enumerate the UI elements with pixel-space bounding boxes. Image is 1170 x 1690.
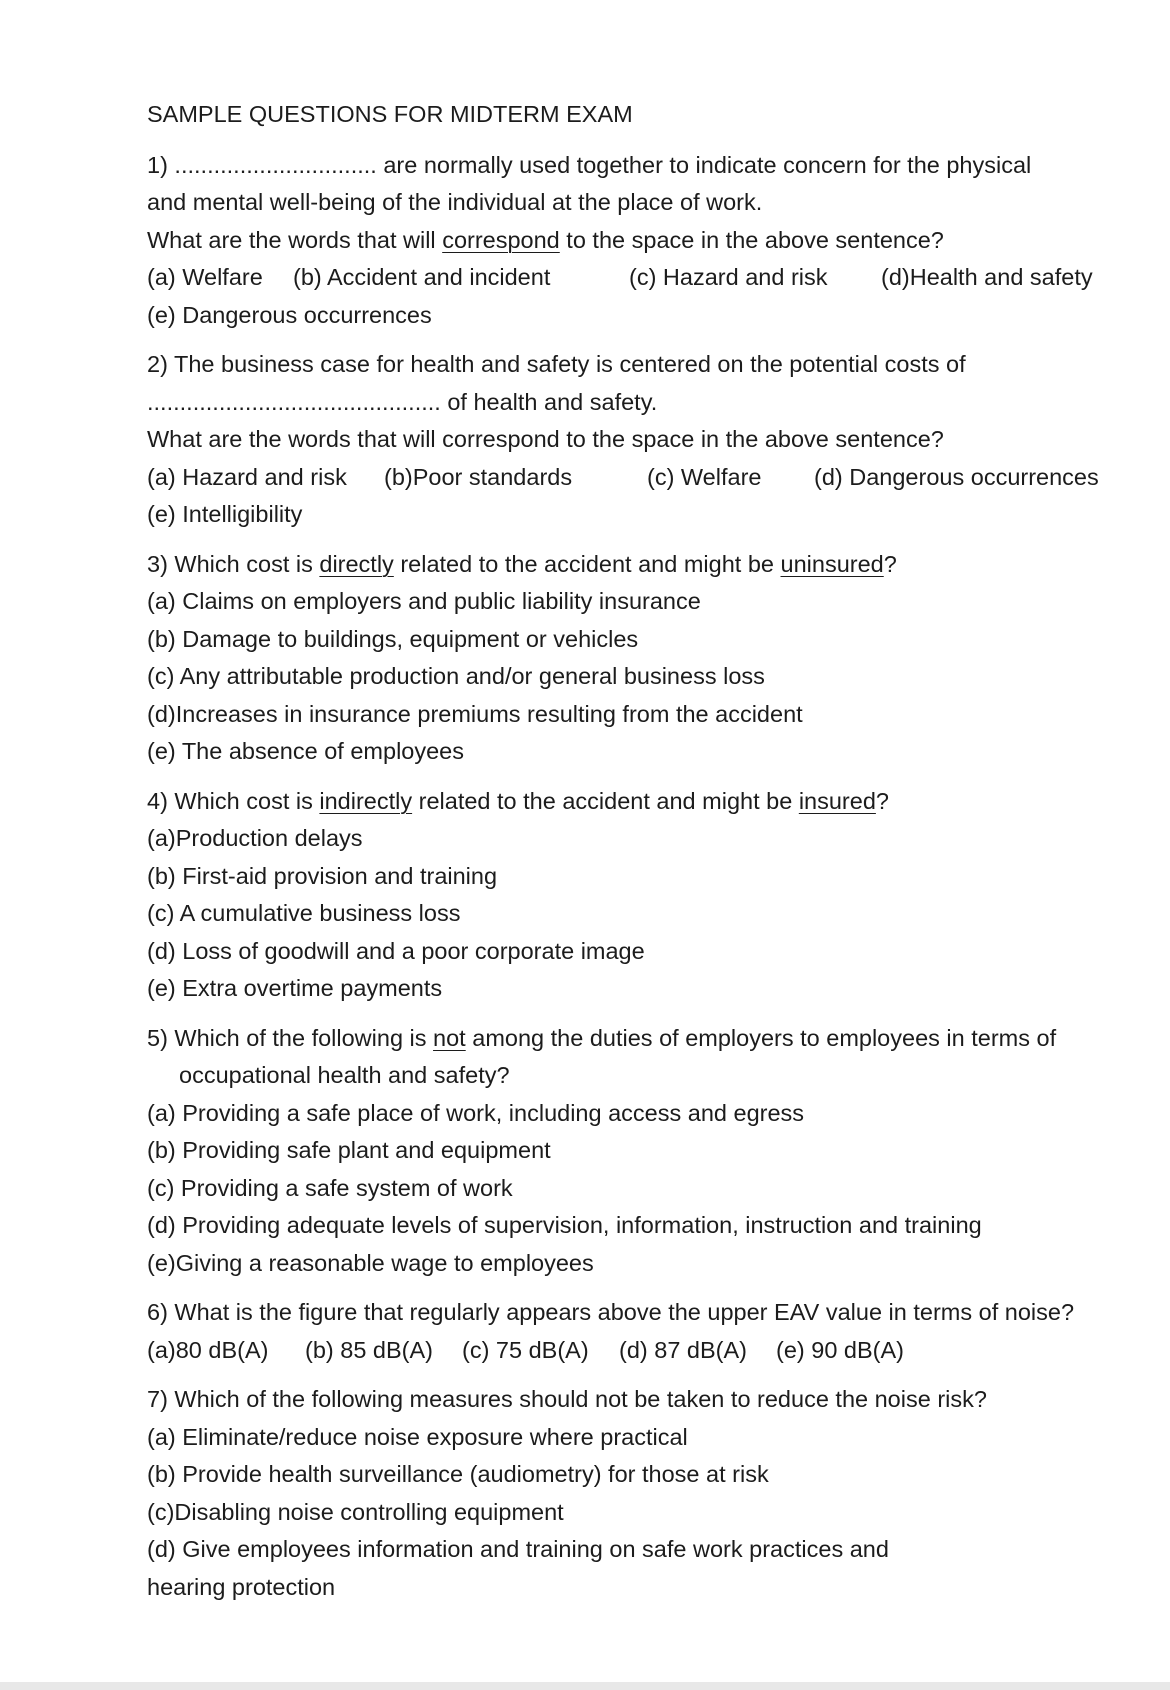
option-a: (a) Hazard and risk (147, 463, 347, 490)
question-5-text-part: among the duties of employers to employees in terms of (465, 1024, 1057, 1051)
option-e: (e) Extra overtime payments (147, 975, 443, 1001)
question-2-text-line1: 2) The business case for health and safety is centered on the potential costs of (147, 351, 966, 377)
option-a: (a) Providing a safe place of work, including access and egress (147, 1099, 805, 1126)
question-3 (147, 546, 1147, 771)
option-e: (e) 90 dB(A) (776, 1336, 904, 1363)
underlined-word: indirectly (319, 787, 413, 814)
underlined-word: uninsured (780, 550, 884, 577)
exam-document (147, 96, 1147, 1618)
option-d-continuation: hearing protection (147, 1573, 336, 1600)
option-d: (d) Give employees information and training on safe work practices and (147, 1536, 889, 1562)
question-1 (147, 147, 1147, 335)
option-b: (b) Provide health surveillance (audiometry) for those at risk (147, 1461, 769, 1487)
option-a: (a) Claims on employers and public liability insurance (147, 588, 701, 614)
option-b: (b) 85 dB(A) (305, 1336, 433, 1363)
option-d: (d)Health and safety (881, 264, 1093, 290)
option-c: (c) A cumulative business loss (147, 900, 461, 926)
question-1-prompt-part: What are the words that will (147, 226, 443, 253)
option-c: (c) Hazard and risk (629, 264, 828, 290)
question-1-text-line2: and mental well-being of the individual at the place of work. (147, 189, 763, 215)
page-bottom-border (0, 1682, 1170, 1690)
document-title: SAMPLE QUESTIONS FOR MIDTERM EXAM (147, 101, 633, 127)
underlined-word: correspond (442, 226, 560, 253)
option-d: (d)Increases in insurance premiums resulting from the accident (147, 700, 803, 727)
question-5-text-line2: occupational health and safety? (179, 1062, 510, 1088)
question-1-prompt-part: to the space in the above sentence? (559, 226, 944, 253)
question-1-prompt (147, 222, 1147, 260)
option-c: (c)Disabling noise controlling equipment (147, 1498, 564, 1525)
underlined-word: not (433, 1024, 466, 1051)
option-e: (e) Intelligibility (147, 501, 303, 527)
option-c: (c) Providing a safe system of work (147, 1174, 513, 1201)
option-d: (d) 87 dB(A) (619, 1336, 747, 1363)
question-6-options-row (147, 1332, 1147, 1370)
question-3-text (147, 546, 1147, 584)
question-4-text (147, 783, 1147, 821)
option-b: (b) First-aid provision and training (147, 862, 498, 889)
option-e: (e) Dangerous occurrences (147, 301, 432, 328)
option-a: (a) Eliminate/reduce noise exposure where practical (147, 1423, 688, 1450)
option-d: (d) Loss of goodwill and a poor corporate image (147, 937, 645, 964)
option-b: (b) Accident and incident (293, 264, 551, 290)
option-b: (b) Providing safe plant and equipment (147, 1137, 551, 1163)
option-d: (d) Dangerous occurrences (814, 463, 1099, 490)
question-4-text-part: 4) Which cost is (147, 787, 320, 814)
option-d: (d) Providing adequate levels of supervision, information, instruction and training (147, 1212, 982, 1238)
question-4 (147, 783, 1147, 1008)
option-c: (c) Welfare (647, 463, 762, 490)
option-a: (a) Welfare (147, 264, 263, 290)
question-4-text-part: ? (875, 787, 889, 814)
option-e: (e)Giving a reasonable wage to employees (147, 1249, 594, 1276)
question-6 (147, 1294, 1147, 1369)
question-1-options-row (147, 259, 1147, 297)
option-a: (a)Production delays (147, 825, 363, 851)
question-7 (147, 1381, 1147, 1606)
question-7-text: 7) Which of the following measures should not be taken to reduce the noise risk? (147, 1386, 987, 1412)
question-3-text-part: related to the accident and might be (393, 550, 781, 577)
option-e: (e) The absence of employees (147, 738, 464, 764)
question-3-text-part: 3) Which cost is (147, 550, 320, 577)
question-4-text-part: related to the accident and might be (412, 787, 799, 814)
question-6-text: 6) What is the figure that regularly appears above the upper EAV value in terms of noise? (147, 1299, 1075, 1325)
question-3-text-part: ? (883, 550, 897, 577)
question-5-text (147, 1020, 1147, 1058)
question-2 (147, 346, 1147, 534)
option-a: (a)80 dB(A) (147, 1336, 269, 1363)
question-5 (147, 1020, 1147, 1283)
question-1-text-line1: 1) ............................... are normally used together to indicate concern for the physical (147, 151, 1032, 178)
option-b: (b)Poor standards (384, 463, 573, 490)
question-2-text-line2: ............................................. of health and safety. (147, 388, 658, 415)
question-2-options-row (147, 459, 1147, 497)
underlined-word: directly (319, 550, 394, 577)
question-2-prompt: What are the words that will correspond to the space in the above sentence? (147, 426, 944, 452)
option-c: (c) Any attributable production and/or general business loss (147, 663, 765, 689)
option-c: (c) 75 dB(A) (462, 1336, 589, 1363)
option-b: (b) Damage to buildings, equipment or vehicles (147, 625, 639, 652)
underlined-word: insured (798, 787, 876, 814)
question-5-text-part: 5) Which of the following is (147, 1024, 434, 1051)
